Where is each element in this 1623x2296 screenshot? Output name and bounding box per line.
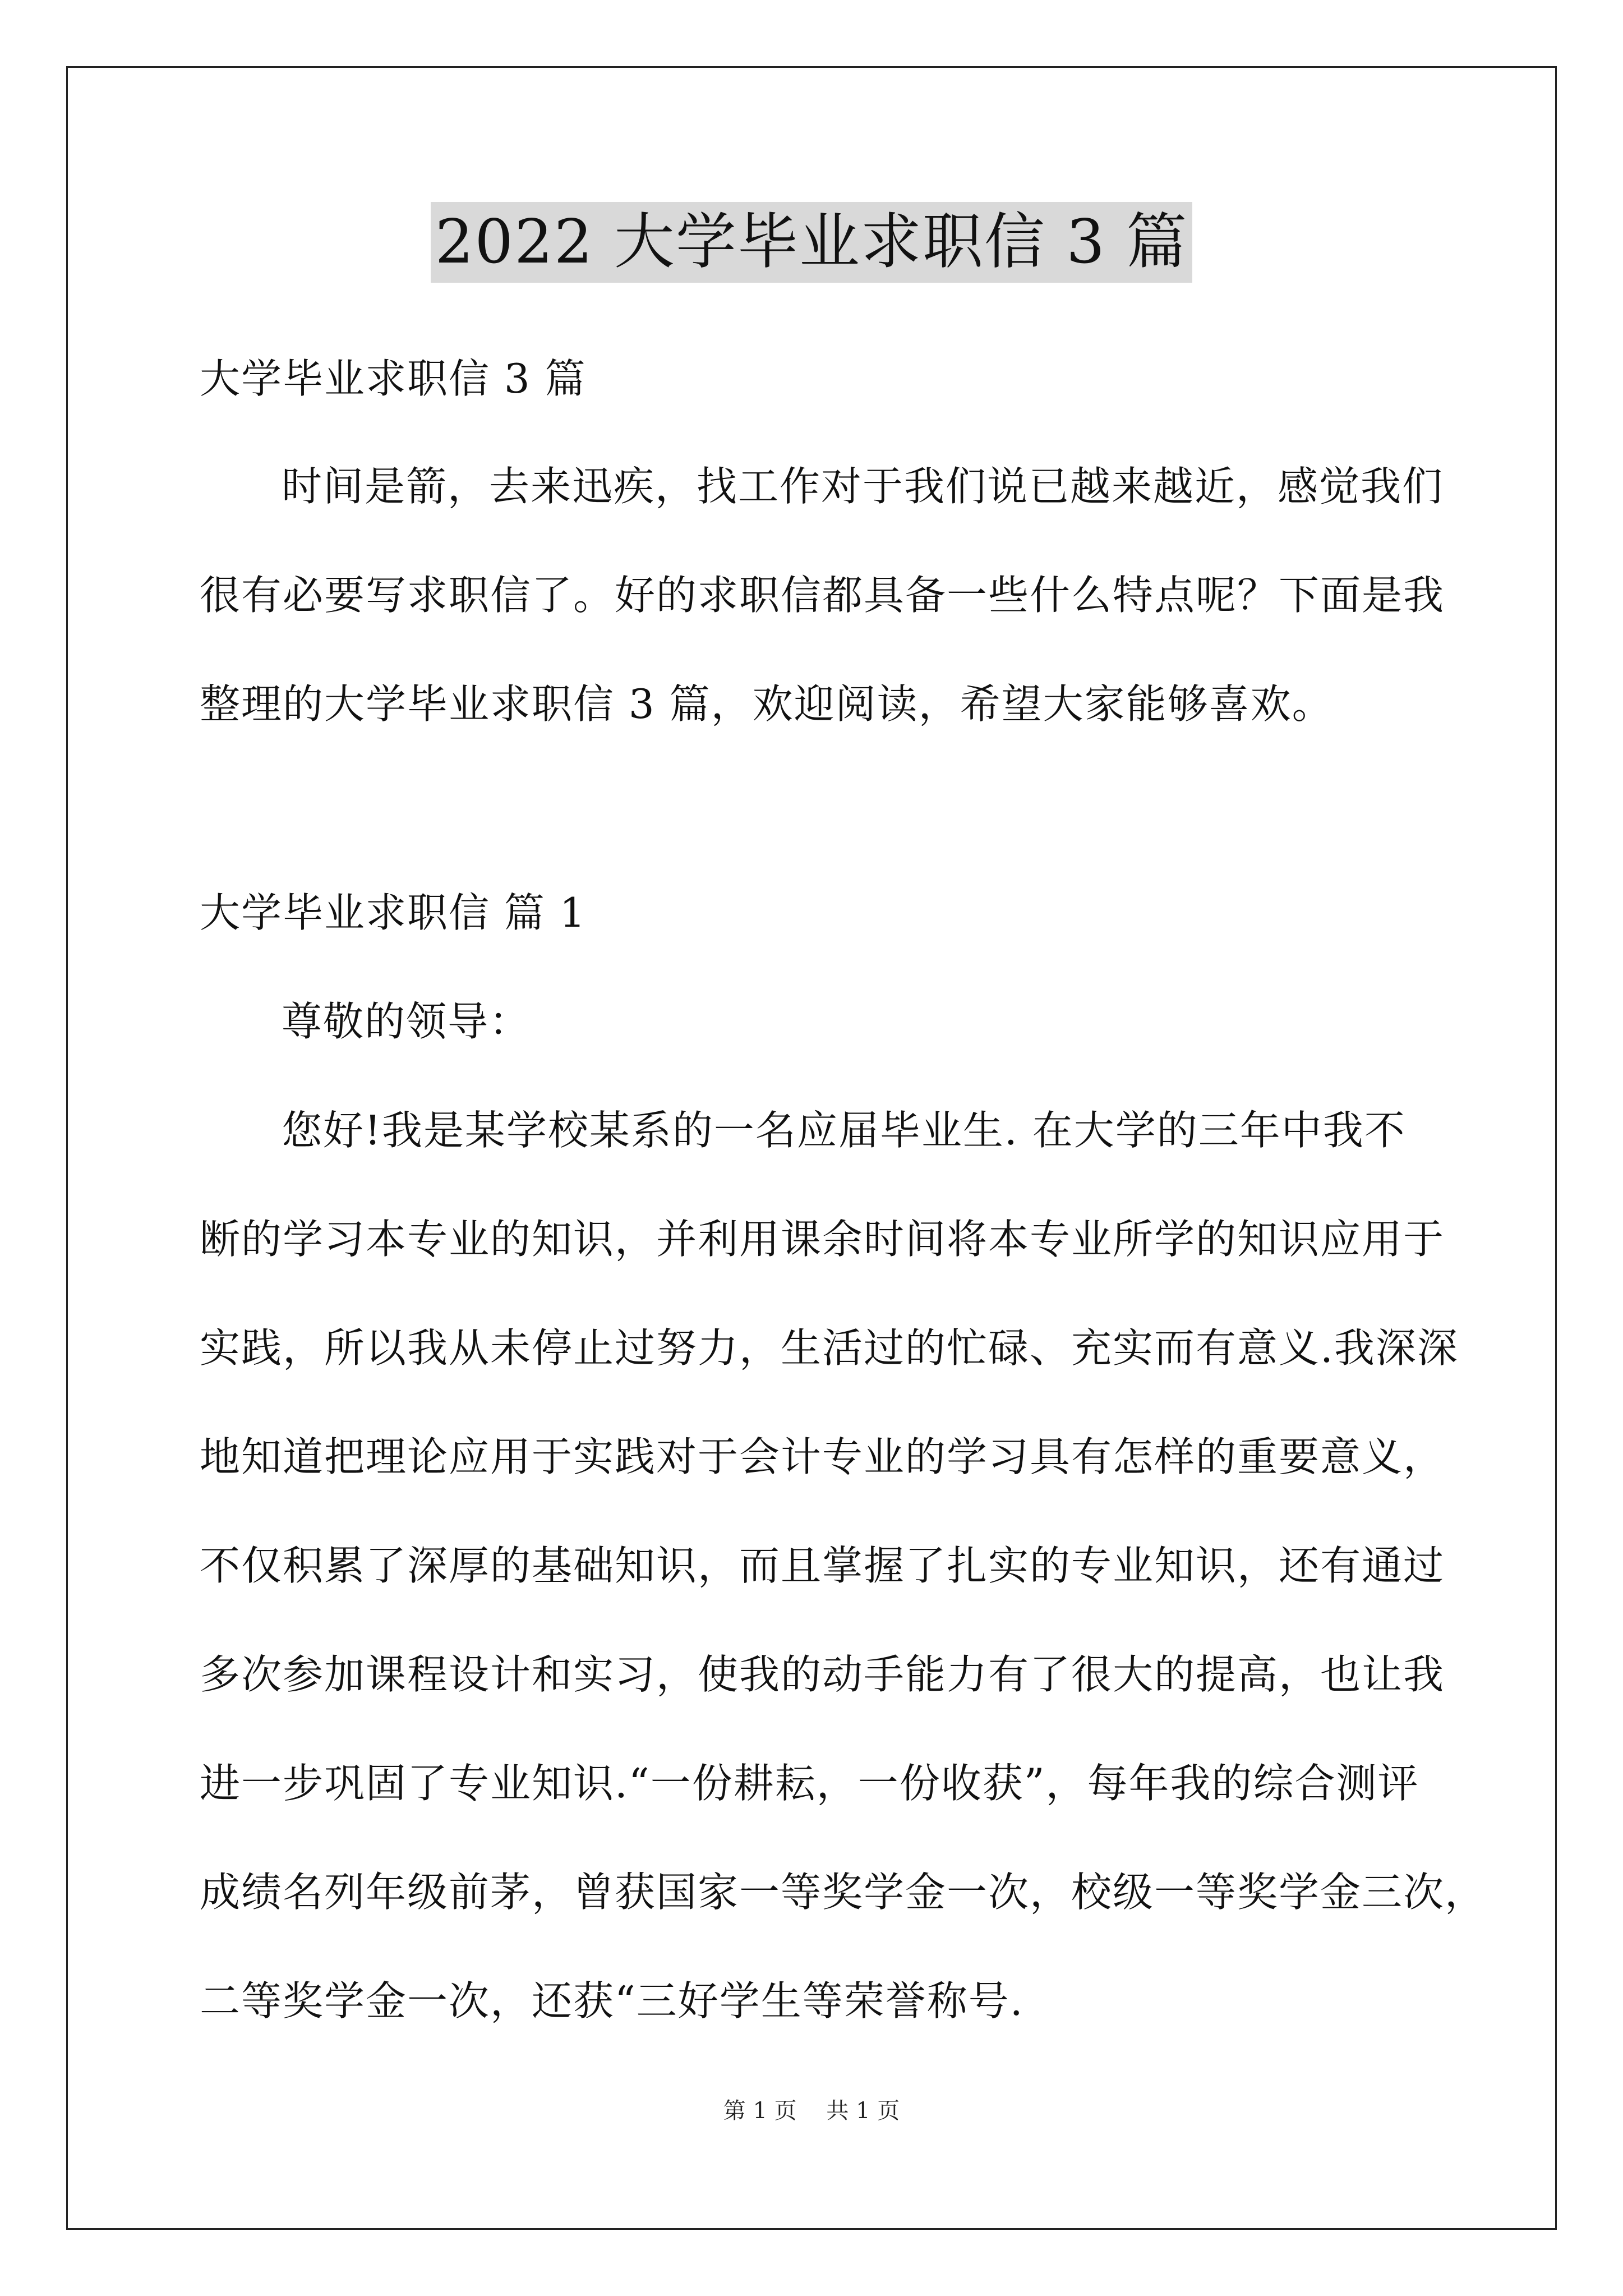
intro-line-3: 整理的大学毕业求职信 3 篇，欢迎阅读，希望大家能够喜欢。 <box>200 680 1334 728</box>
body-line-4: 地知道把理论应用于实践对于会计专业的学习具有怎样的重要意义， <box>200 1433 1445 1480</box>
page-total: 共 1 页 <box>826 2098 900 2124</box>
title-container <box>0 202 1623 283</box>
section-heading: 大学毕业求职信 篇 1 <box>200 889 587 936</box>
body-line-8: 成绩名列年级前茅，曾获国家一等奖学金一次，校级一等奖学金三次， <box>200 1869 1487 1916</box>
body-line-1: 您好!我是某学校某系的一名应届毕业生. 在大学的三年中我不 <box>282 1107 1406 1154</box>
body-line-3: 实践，所以我从未停止过努力，生活过的忙碌、充实而有意义.我深深 <box>200 1324 1459 1372</box>
body-line-9: 二等奖学金一次，还获“三好学生等荣誉称号. <box>200 1977 1024 2024</box>
intro-line-1: 时间是箭，去来迅疾，找工作对于我们说已越来越近，感觉我们 <box>282 463 1444 510</box>
salutation: 尊敬的领导： <box>282 998 531 1045</box>
page-number: 第 1 页 <box>723 2098 797 2124</box>
document-title: 2022 大学毕业求职信 3 篇 <box>431 202 1193 283</box>
body-line-2: 断的学习本专业的知识，并利用课余时间将本专业所学的知识应用于 <box>200 1216 1445 1263</box>
body-line-6: 多次参加课程设计和实习，使我的动手能力有了很大的提高，也让我 <box>200 1651 1445 1698</box>
page-footer <box>0 2097 1623 2125</box>
body-line-5: 不仅积累了深厚的基础知识，而且掌握了扎实的专业知识，还有通过 <box>200 1542 1445 1589</box>
document-subtitle: 大学毕业求职信 3 篇 <box>200 355 587 402</box>
intro-line-2: 很有必要写求职信了。好的求职信都具备一些什么特点呢？下面是我 <box>200 572 1445 619</box>
body-line-7: 进一步巩固了专业知识.“一份耕耘，一份收获”，每年我的综合测评 <box>200 1760 1419 1807</box>
